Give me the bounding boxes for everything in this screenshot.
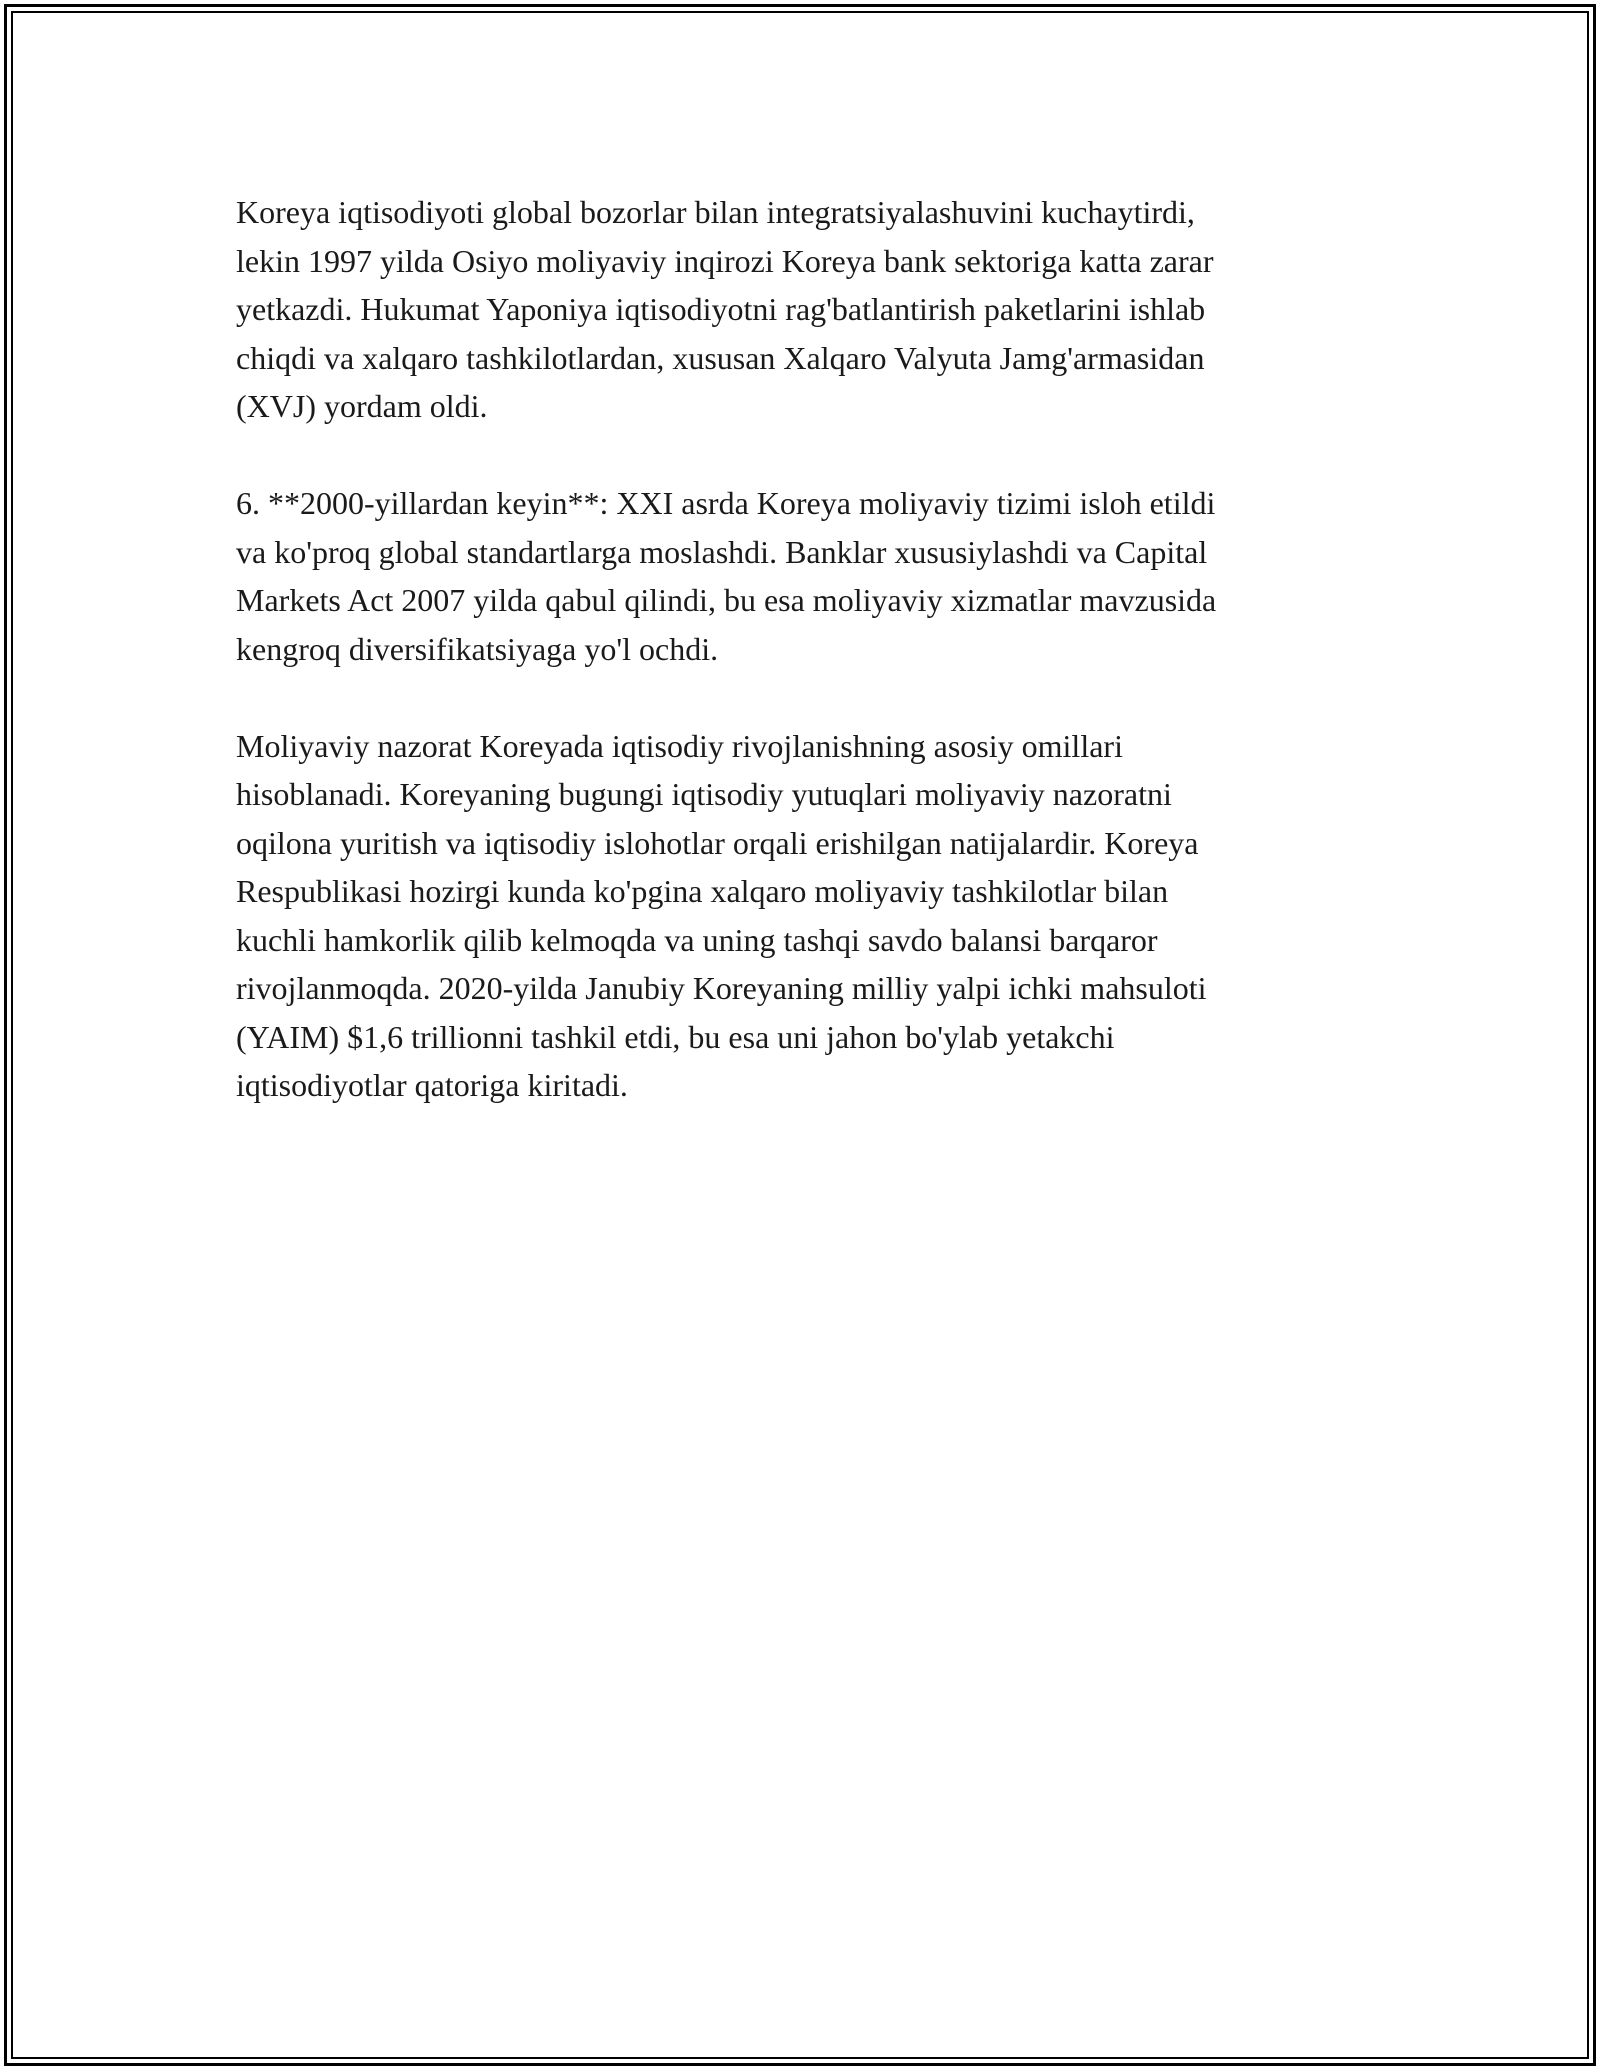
document-body bbox=[236, 188, 1376, 1158]
paragraph-3: Moliyaviy nazorat Koreyada iqtisodiy rivojlanishning asosiy omillari hisoblanadi. Koreyaning bugungi iqtisodiy yutuqlari moliyaviy nazoratni oqilona yuritish va iqtisodiy islohotlar orqali erishilgan natijalardir. Koreya Respublikasi hozirgi kunda ko'pgina xalqaro moliyaviy tashkilotlar bilan kuchli hamkorlik qilib kelmoqda va uning tashqi savdo balansi barqaror rivojlanmoqda. 2020-yilda Janubiy Koreyaning milliy yalpi ichki mahsuloti (YAIM) $1,6 trillionni tashkil etdi, bu esa uni jahon bo'ylab yetakchi iqtisodiyotlar qatoriga kiritadi. bbox=[236, 727, 1207, 1103]
paragraph-1: Koreya iqtisodiyoti global bozorlar bilan integratsiyalashuvini kuchaytirdi, lekin 1997 yilda Osiyo moliyaviy inqirozi Koreya bank sektoriga katta zarar yetkazdi. Hukumat Yaponiya iqtisodiyotni rag'batlantirish paketlarini ishlab chiqdi va xalqaro tashkilotlardan, xususan Xalqaro Valyuta Jamg'armasidan (XVJ) yordam oldi. bbox=[236, 194, 1214, 424]
paragraph-2: 6. **2000-yillardan keyin**: XXI asrda Koreya moliyaviy tizimi isloh etildi va ko'proq global standartlarga moslashdi. Banklar xususiylashdi va Capital Markets Act 2007 yilda qabul qilindi, bu esa moliyaviy xizmatlar mavzusida kengroq diversifikatsiyaga yo'l ochdi. bbox=[236, 485, 1217, 667]
